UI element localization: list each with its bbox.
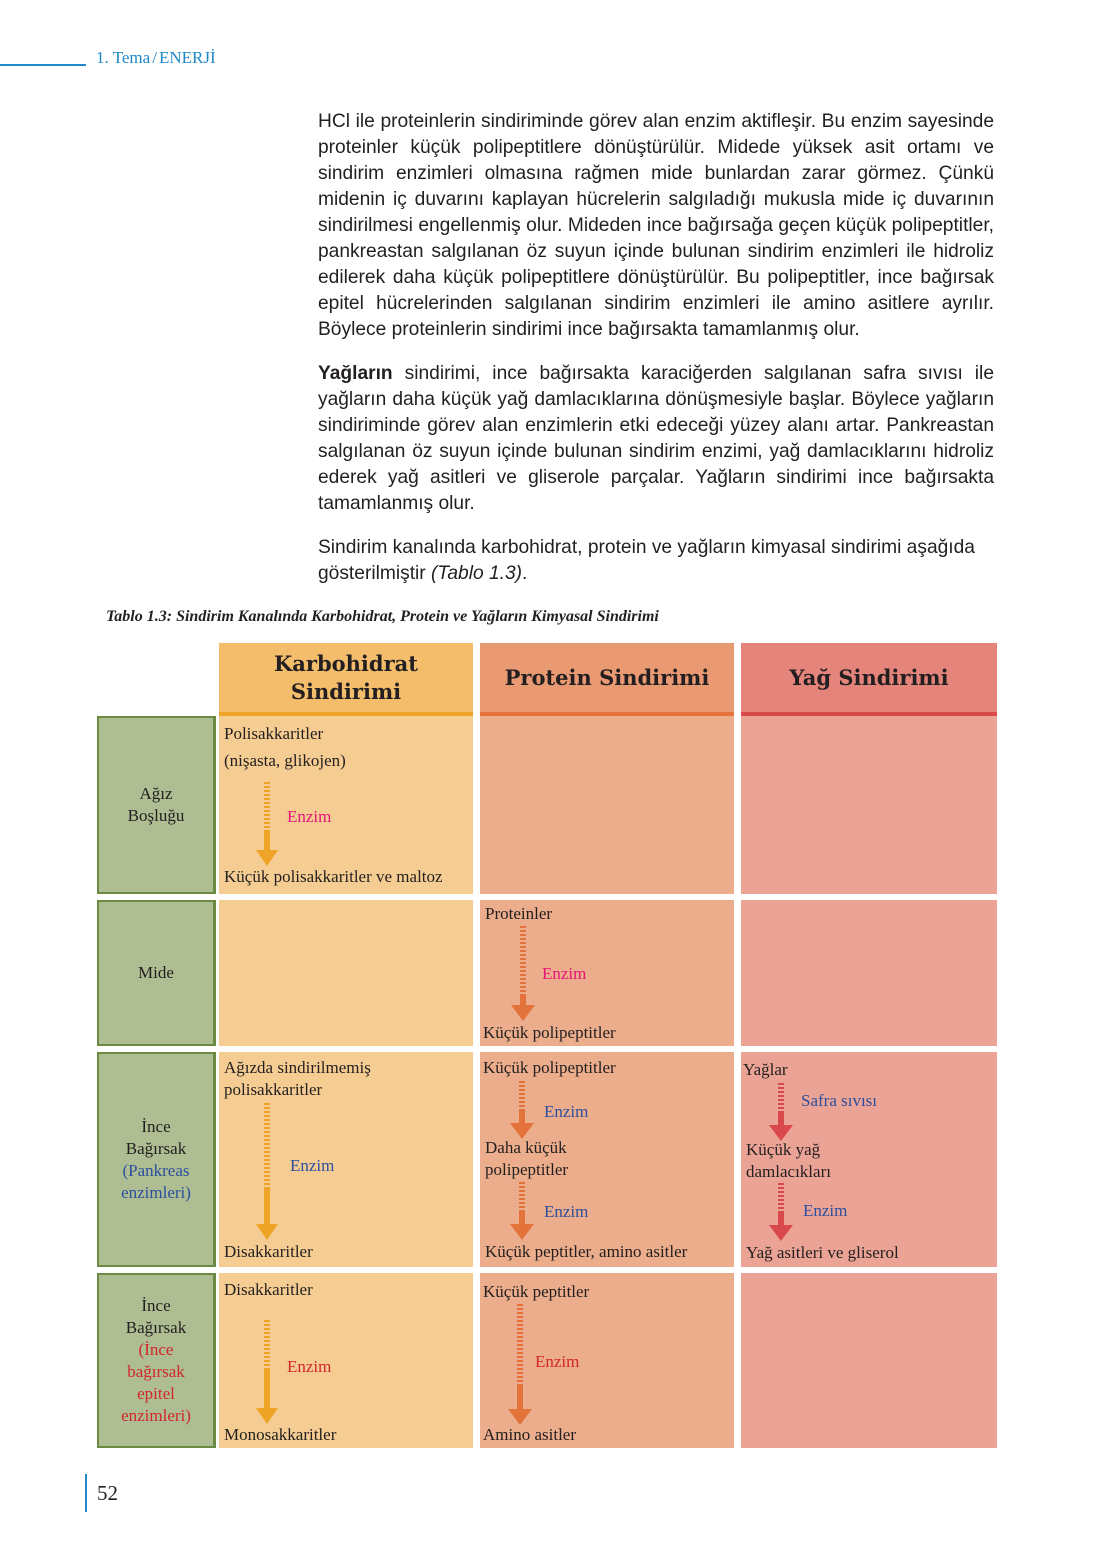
sip-protein-mid-2: polipeptitler (485, 1160, 569, 1179)
sie-label-2: Bağırsak (125, 1317, 187, 1337)
header-rule (0, 64, 86, 66)
sie-carb-start: Disakkaritler (224, 1280, 313, 1299)
row-header-mouth (97, 716, 216, 894)
sip-fat-start: Yağlar (743, 1060, 788, 1079)
table-reference: (Tablo 1.3) (431, 563, 523, 584)
sip-protein-start: Küçük polipeptitler (483, 1058, 616, 1077)
header-separator: / (152, 48, 157, 67)
cell-stomach-carb (219, 900, 473, 1046)
chapter-label: 1. Tema (96, 48, 151, 67)
cell-sie-fat (741, 1273, 997, 1448)
sip-carb-start-1: Ağızda sindirilmemiş (224, 1058, 371, 1077)
cell-sip-carb (219, 1052, 473, 1267)
cell-stomach-fat (741, 900, 997, 1046)
fat-keyword: Yağların (318, 363, 393, 384)
sip-fat-enzyme: Enzim (803, 1201, 848, 1220)
header-carb-line2: Sindirimi (290, 678, 402, 704)
row-header-stomach: Mide (97, 900, 216, 1046)
protein-arrow-icon (510, 1081, 534, 1139)
protein-arrow-icon (510, 1182, 534, 1240)
stomach-protein-end: Küçük polipeptitler (483, 1023, 616, 1042)
fat-paragraph-text: sindirimi, ince bağırsakta karaciğerden salgılanan safra sıvısı ile yağların daha küçük yağ damlacıklarına dönüşmesiyle başlar. Böylece yağların sindiriminde görev alan enzimlerin etki edeceği yüzey alanı artar. Pankreastan salgılanan öz suyun içinde bulunan sindirim enzimi, yağ damlacıklarını hidroliz ederek yağ asitleri ve gliserole parçalar. Yağların sindirimi ince bağırsakta tamamlanmış olur. (318, 363, 994, 514)
intro-period: . (522, 563, 528, 584)
row-header-intestine-pancreas (97, 1052, 216, 1267)
intro-text: Sindirim kanalında karbohidrat, protein ve yağların kimyasal sindirimi aşağıda gösterilmiştir (318, 537, 975, 584)
header-fat: Yağ Sindirimi (741, 643, 997, 717)
mouth-label-2: Boşluğu (127, 806, 185, 825)
table-caption: Tablo 1.3: Sindirim Kanalında Karbohidrat, Protein ve Yağların Kimyasal Sindirimi (106, 608, 659, 625)
chapter-header (96, 48, 216, 68)
paragraph-fat (318, 361, 994, 517)
protein-arrow-icon (511, 926, 535, 1021)
sie-label-4: bağırsak (127, 1361, 185, 1381)
sip-fat-end: Yağ asitleri ve gliserol (746, 1243, 899, 1262)
row-header-intestine-epithel (97, 1273, 216, 1448)
carb-arrow-icon (256, 1320, 278, 1424)
cell-mouth-fat (741, 716, 997, 894)
sip-protein-mid-1: Daha küçük (485, 1138, 567, 1157)
carb-arrow-icon (256, 1103, 278, 1240)
topic-label: ENERJİ (158, 48, 216, 67)
header-carbohydrate (219, 643, 473, 717)
sip-label-4: enzimleri) (121, 1182, 191, 1202)
stomach-protein-enzyme: Enzim (542, 964, 587, 983)
sie-label-6: enzimleri) (121, 1405, 191, 1425)
mouth-carb-enzyme: Enzim (287, 807, 332, 826)
sie-label-1: İnce (141, 1295, 171, 1315)
cell-sie-protein (480, 1273, 734, 1448)
cell-sip-fat (741, 1052, 997, 1267)
cell-sie-carb (219, 1273, 473, 1448)
sie-label-5: epitel (137, 1383, 175, 1403)
sip-label-2: Bağırsak (125, 1138, 187, 1158)
paragraph-table-intro (318, 535, 994, 587)
fat-arrow-icon (769, 1183, 793, 1241)
sip-protein-end: Küçük peptitler, amino asitler (485, 1242, 688, 1261)
sie-protein-enzyme: Enzim (535, 1352, 580, 1371)
mouth-carb-end: Küçük polisakkaritler ve maltoz (224, 867, 443, 886)
sip-carb-enzyme: Enzim (290, 1156, 335, 1175)
cell-mouth-carb (219, 716, 473, 894)
footer-rule (85, 1474, 87, 1512)
sie-protein-start: Küçük peptitler (483, 1282, 590, 1301)
mouth-carb-start-detail: (nişasta, glikojen) (224, 751, 346, 770)
sip-label-1: İnce (141, 1116, 171, 1136)
cell-mouth-protein (480, 716, 734, 894)
mouth-label-1: Ağız (139, 784, 173, 803)
sie-carb-end: Monosakkaritler (224, 1425, 337, 1444)
sip-protein-enzyme-2: Enzim (544, 1202, 589, 1221)
sip-fat-mid-2: damlacıkları (746, 1162, 831, 1181)
sie-label-3: (İnce (138, 1339, 174, 1359)
sip-carb-start-2: polisakkaritler (224, 1080, 323, 1099)
protein-arrow-icon (508, 1304, 532, 1425)
sip-fat-mid-1: Küçük yağ (746, 1140, 821, 1159)
cell-stomach-protein (480, 900, 734, 1046)
sip-protein-enzyme-1: Enzim (544, 1102, 589, 1121)
header-protein: Protein Sindirimi (480, 643, 734, 717)
fat-arrow-icon (769, 1083, 793, 1141)
sip-carb-end: Disakkaritler (224, 1242, 313, 1261)
page-number: 52 (97, 1481, 118, 1505)
sip-label-3: (Pankreas (122, 1160, 190, 1180)
cell-sip-protein (480, 1052, 734, 1267)
stomach-protein-start: Proteinler (485, 904, 553, 923)
carb-arrow-icon (256, 782, 278, 866)
sie-carb-enzyme: Enzim (287, 1357, 332, 1376)
mouth-carb-start: Polisakkaritler (224, 724, 324, 743)
paragraph-protein: HCl ile proteinlerin sindiriminde görev alan enzim aktifleşir. Bu enzim sayesinde proteinler küçük polipeptitlere dönüştürülür. Midede yüksek asit ortamı ve sindirim enzimleri olmasına rağmen mide bunlardan zarar görmez. Çünkü midenin iç duvarını kaplayan hücrelerin salgıladığı mukusla mide iç duvarının sindirilmesi engellenmiş olur. Mideden ince bağırsağa geçen küçük polipeptitler, pankreastan salgılanan öz suyun içinde bulunan sindirim enzimleri ile hidroliz edilerek daha küçük polipeptitlere dönüştürülür. Bu polipeptitler, ince bağırsak epitel hücrelerinden salgılanan sindirim enzimleri ile amino asitlere ayrılır. Böylece proteinlerin sindirimi ince bağırsakta tamamlanmış olur. (318, 111, 994, 340)
header-carb-line1: Karbohidrat (274, 650, 418, 676)
sie-protein-end: Amino asitler (483, 1425, 577, 1444)
body-text (318, 109, 994, 587)
sip-fat-agent: Safra sıvısı (801, 1091, 878, 1110)
